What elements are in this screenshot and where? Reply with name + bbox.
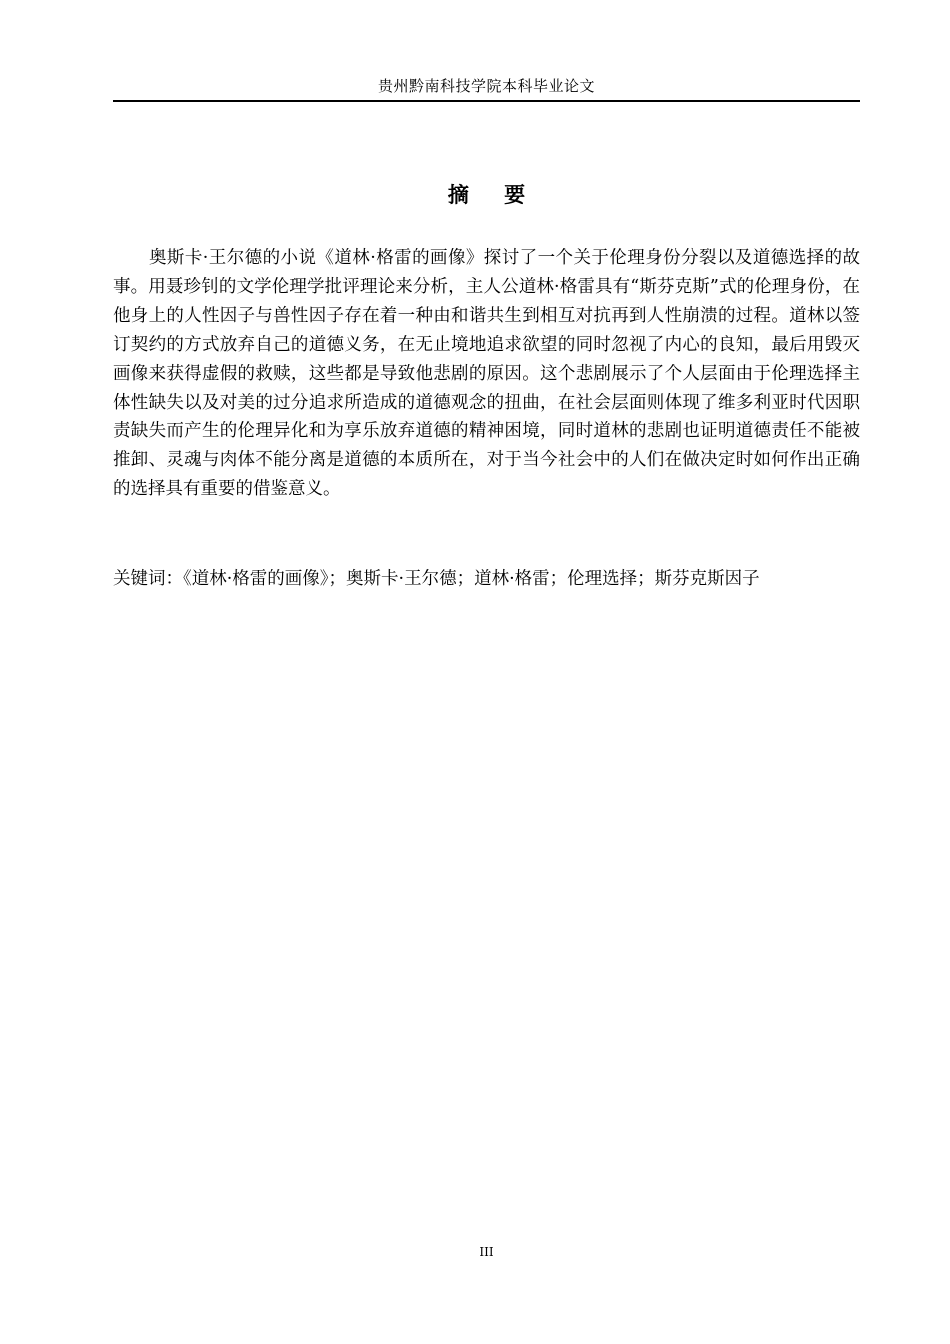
header-rule	[113, 100, 860, 102]
page-header: 贵州黔南科技学院本科毕业论文	[377, 77, 595, 95]
abstract-title: 摘 要	[447, 182, 540, 207]
page-number: III	[479, 1245, 494, 1259]
abstract-body: 奥斯卡·王尔德的小说《道林·格雷的画像》探讨了一个关于伦理身份分裂以及道德选择的故事。用聂珍钊的文学伦理学批评理论来分析，主人公道林·格雷具有“斯芬克斯”式的伦理身份，在他身上的人性因子与兽性因子存在着一种由和谐共生到相互对抗再到人性崩溃的过程。道林以签订契约的方式放弃自己的道德义务，在无止境地追求欲望的同时忽视了内心的良知，最后用毁灭画像来获得虚假的救赎，这些都是导致他悲剧的原因。这个悲剧展示了个人层面由于伦理选择主体性缺失以及对美的过分追求所造成的道德观念的扭曲，在社会层面则体现了维多利亚时代因职责缺失而产生的伦理异化和为享乐放弃道德的精神困境，同时道林的悲剧也证明道德责任不能被推卸、灵魂与肉体不能分离是道德的本质所在，对于当今社会中的人们在做决定时如何作出正确的选择具有重要的借鉴意义。	[113, 248, 860, 500]
keywords-line: 关键词：《道林·格雷的画像》；奥斯卡·王尔德；道林·格雷；伦理选择；斯芬克斯因子	[113, 569, 760, 589]
